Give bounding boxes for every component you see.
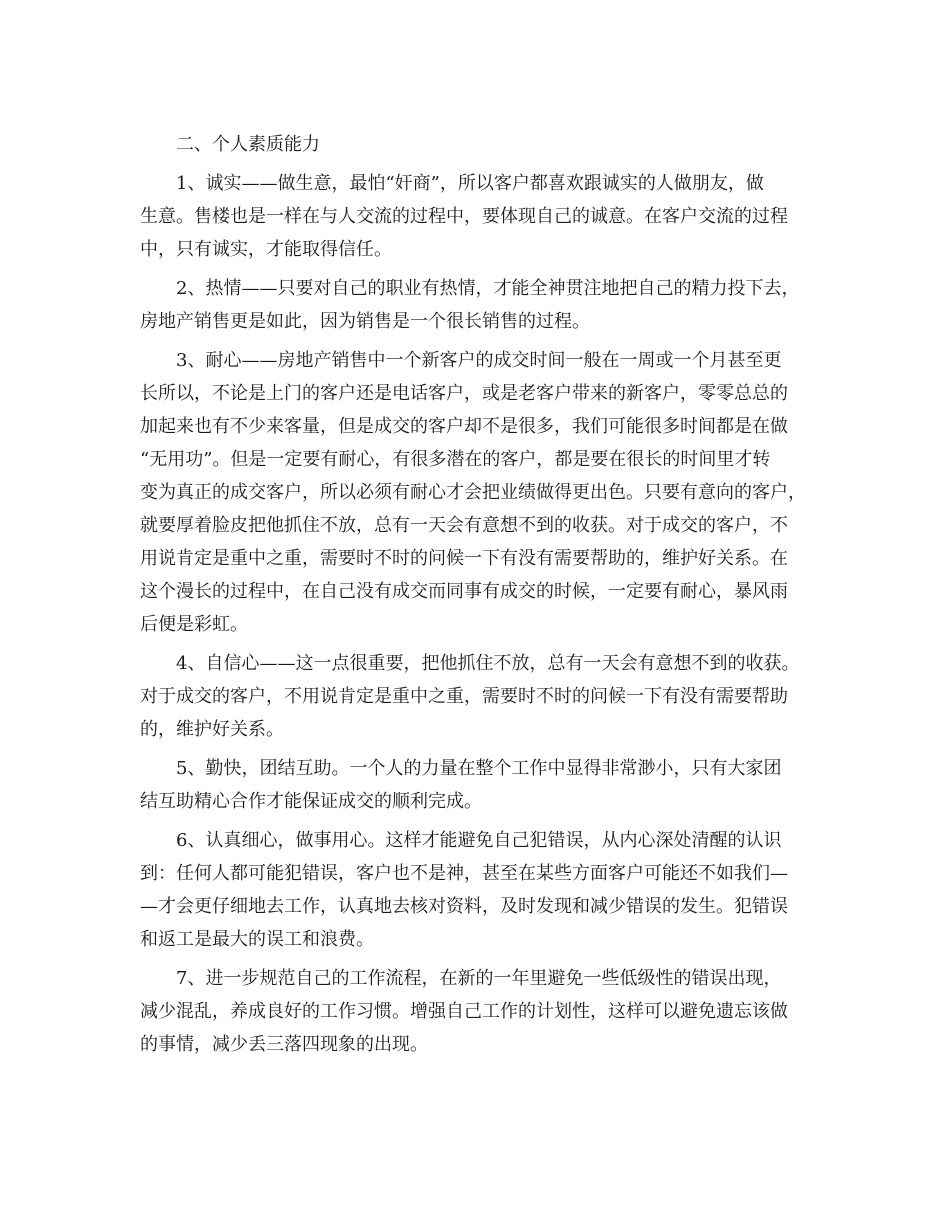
paragraph-line: 到：任何人都可能犯错误，客户也不是神，甚至在某些方面客户可能还不如我们— [140,863,788,884]
section-title: 二、个人素质能力 [176,134,320,155]
document-body [140,128,820,1067]
paragraph-line: 减少混乱，养成良好的工作习惯。增强自己工作的计划性，这样可以避免遗忘该做 [140,1001,788,1022]
paragraph-line: 1、诚实——做生意，最怕“奸商”，所以客户都喜欢跟诚实的人做朋友，做 [176,173,764,194]
paragraph-patience [140,344,820,641]
paragraph-line: 就要厚着脸皮把他抓住不放，总有一天会有意想不到的收获。对于成交的客户，不 [140,515,788,536]
paragraph-line: 长所以，不论是上门的客户还是电话客户，或是老客户带来的新客户，零零总总的 [140,383,788,404]
paragraph-diligence [140,752,820,818]
paragraph-line: 6、认真细心，做事用心。这样才能避免自己犯错误，从内心深处清醒的认识 [176,830,782,851]
paragraph-line: 2、热情——只要对自己的职业有热情，才能全神贯注地把自己的精力投下去， [176,278,800,299]
paragraph-line: 变为真正的成交客户，所以必须有耐心才会把业绩做得更出色。只要有意向的客户， [140,482,806,503]
paragraph-enthusiasm [140,272,820,338]
paragraph-line: 的，维护好关系。 [140,719,284,740]
paragraph-workflow [140,962,820,1061]
paragraph-line: 后便是彩虹。 [140,614,248,635]
paragraph-honesty [140,167,820,266]
paragraph-line: 这个漫长的过程中，在自己没有成交而同事有成交的时候，一定要有耐心，暴风雨 [140,581,788,602]
paragraph-line: 房地产销售更是如此，因为销售是一个很长销售的过程。 [140,311,590,332]
paragraph-line: 3、耐心——房地产销售中一个新客户的成交时间一般在一周或一个月甚至更 [176,350,782,371]
paragraph-line: “无用功”。但是一定要有耐心，有很多潜在的客户，都是要在很长的时间里才转 [140,449,771,470]
paragraph-line: 的事情，减少丢三落四现象的出现。 [140,1034,428,1055]
paragraph-line: 用说肯定是重中之重，需要时不时的问候一下有没有需要帮助的，维护好关系。在 [140,548,788,569]
paragraph-line: 中，只有诚实，才能取得信任。 [140,239,392,260]
paragraph-carefulness [140,824,820,956]
paragraph-line: —才会更仔细地去工作，认真地去核对资料，及时发现和减少错误的发生。犯错误 [140,896,788,917]
paragraph-line: 5、勤快，团结互助。一个人的力量在整个工作中显得非常渺小，只有大家团 [176,758,782,779]
paragraph-confidence [140,647,820,746]
paragraph-line: 和返工是最大的误工和浪费。 [140,929,374,950]
paragraph-line: 加起来也有不少来客量，但是成交的客户却不是很多，我们可能很多时间都是在做 [140,416,788,437]
paragraph-line: 生意。售楼也是一样在与人交流的过程中，要体现自己的诚意。在客户交流的过程 [140,206,788,227]
paragraph-line: 7、进一步规范自己的工作流程，在新的一年里避免一些低级性的错误出现， [176,968,782,989]
paragraph-line: 对于成交的客户，不用说肯定是重中之重，需要时不时的问候一下有没有需要帮助 [140,686,788,707]
paragraph-line: 4、自信心——这一点很重要，把他抓住不放，总有一天会有意想不到的收获。 [176,653,800,674]
paragraph-line: 结互助精心合作才能保证成交的顺利完成。 [140,791,482,812]
